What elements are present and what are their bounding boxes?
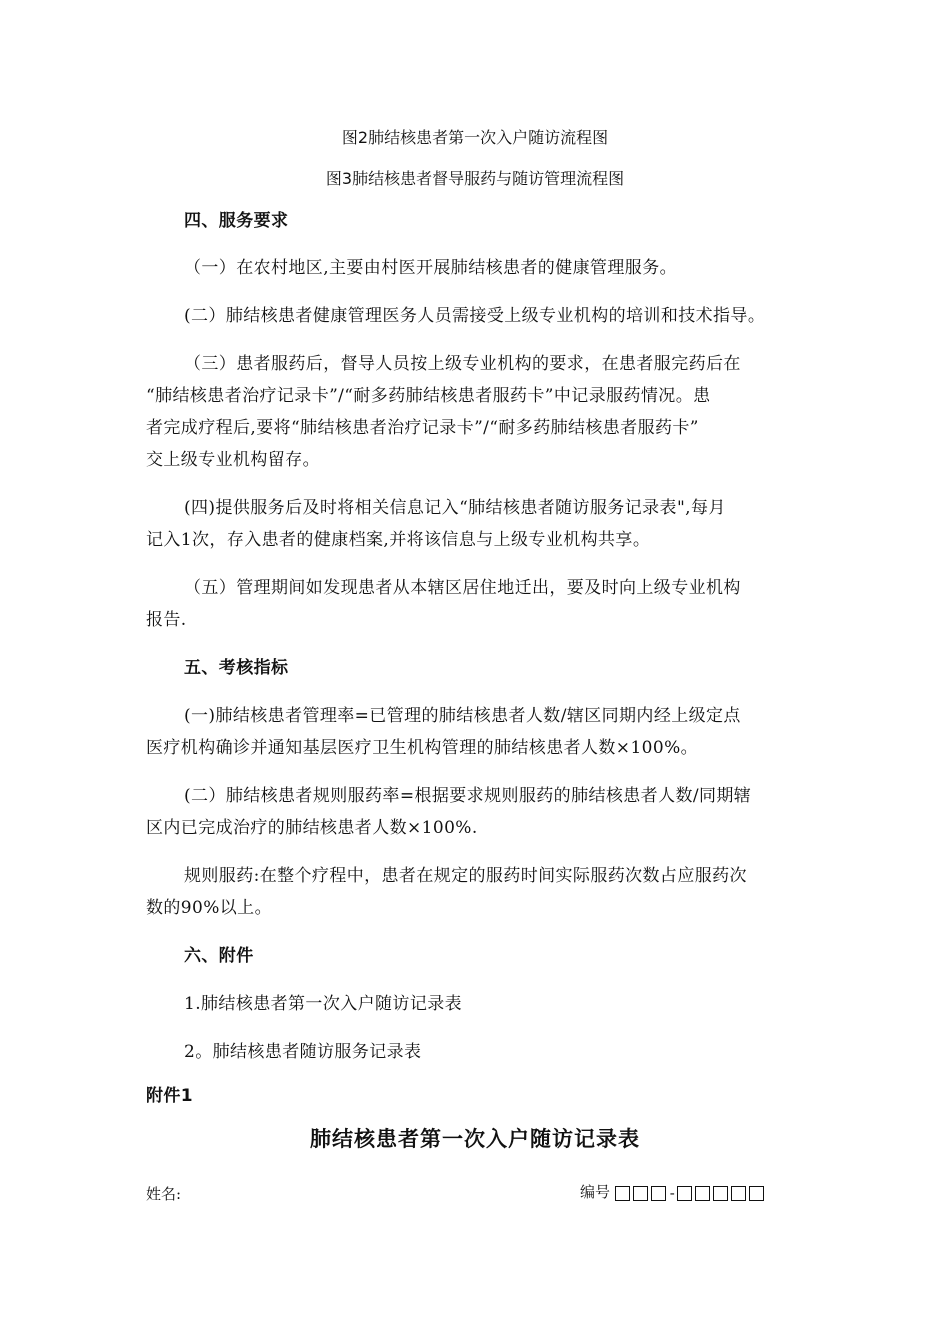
paragraph-line: （一）在农村地区,主要由村医开展肺结核患者的健康管理服务。	[184, 258, 678, 278]
paragraph-line: 者完成疗程后,要将“肺结核患者治疗记录卡”/“耐多药肺结核患者服药卡”	[146, 418, 699, 438]
attachment-list-item: 1.肺结核患者第一次入户随访记录表	[184, 994, 463, 1014]
attachment-label: 附件1	[146, 1086, 194, 1106]
paragraph-line: （三）患者服药后，督导人员按上级专业机构的要求，在患者服完药后在	[184, 354, 741, 374]
number-box	[713, 1186, 728, 1201]
paragraph-line: (四)提供服务后及时将相关信息记入“肺结核患者随访服务记录表",每月	[184, 498, 726, 518]
paragraph-line: 记入1次，存入患者的健康档案,并将该信息与上级专业机构共享。	[146, 530, 651, 550]
paragraph-line: 报告.	[146, 610, 187, 630]
number-box	[615, 1186, 630, 1201]
section-heading-attachments: 六、附件	[184, 946, 254, 966]
paragraph-line: 医疗机构确诊并通知基层医疗卫生机构管理的肺结核患者人数×100%。	[146, 738, 699, 758]
paragraph-line: 规则服药:在整个疗程中，患者在规定的服药时间实际服药次数占应服药次	[184, 866, 747, 886]
number-box	[651, 1186, 666, 1201]
form-title: 肺结核患者第一次入户随访记录表	[310, 1127, 640, 1151]
paragraph-line: （五）管理期间如发现患者从本辖区居住地迁出，要及时向上级专业机构	[184, 578, 741, 598]
paragraph-line: (二）肺结核患者规则服药率=根据要求规则服药的肺结核患者人数/同期辖	[184, 786, 752, 806]
section-heading-service-requirements: 四、服务要求	[184, 211, 289, 231]
number-box	[633, 1186, 648, 1201]
figure-caption-2: 图2肺结核患者第一次入户随访流程图	[341, 128, 609, 147]
attachment-list-item: 2。肺结核患者随访服务记录表	[184, 1042, 422, 1062]
number-box	[695, 1186, 710, 1201]
paragraph-line: 数的90%以上。	[146, 898, 272, 918]
number-dash: -	[669, 1184, 675, 1202]
name-field-label: 姓名:	[146, 1185, 182, 1203]
serial-number-field	[580, 1181, 767, 1202]
section-heading-assessment-indicators: 五、考核指标	[184, 658, 289, 678]
number-box	[731, 1186, 746, 1201]
figure-caption-3: 图3肺结核患者督导服药与随访管理流程图	[325, 169, 625, 188]
paragraph-line: (一)肺结核患者管理率=已管理的肺结核患者人数/辖区同期内经上级定点	[184, 706, 741, 726]
serial-number-label: 编号	[580, 1183, 611, 1201]
paragraph-line: “肺结核患者治疗记录卡”/“耐多药肺结核患者服药卡”中记录服药情况。患	[146, 386, 711, 406]
number-box	[749, 1186, 764, 1201]
paragraph-line: 交上级专业机构留存。	[146, 450, 320, 470]
serial-number-boxes	[615, 1184, 767, 1202]
paragraph-line: 区内已完成治疗的肺结核患者人数×100%.	[146, 818, 478, 838]
paragraph-line: (二）肺结核患者健康管理医务人员需接受上级专业机构的培训和技术指导。	[184, 306, 766, 326]
number-box	[677, 1186, 692, 1201]
